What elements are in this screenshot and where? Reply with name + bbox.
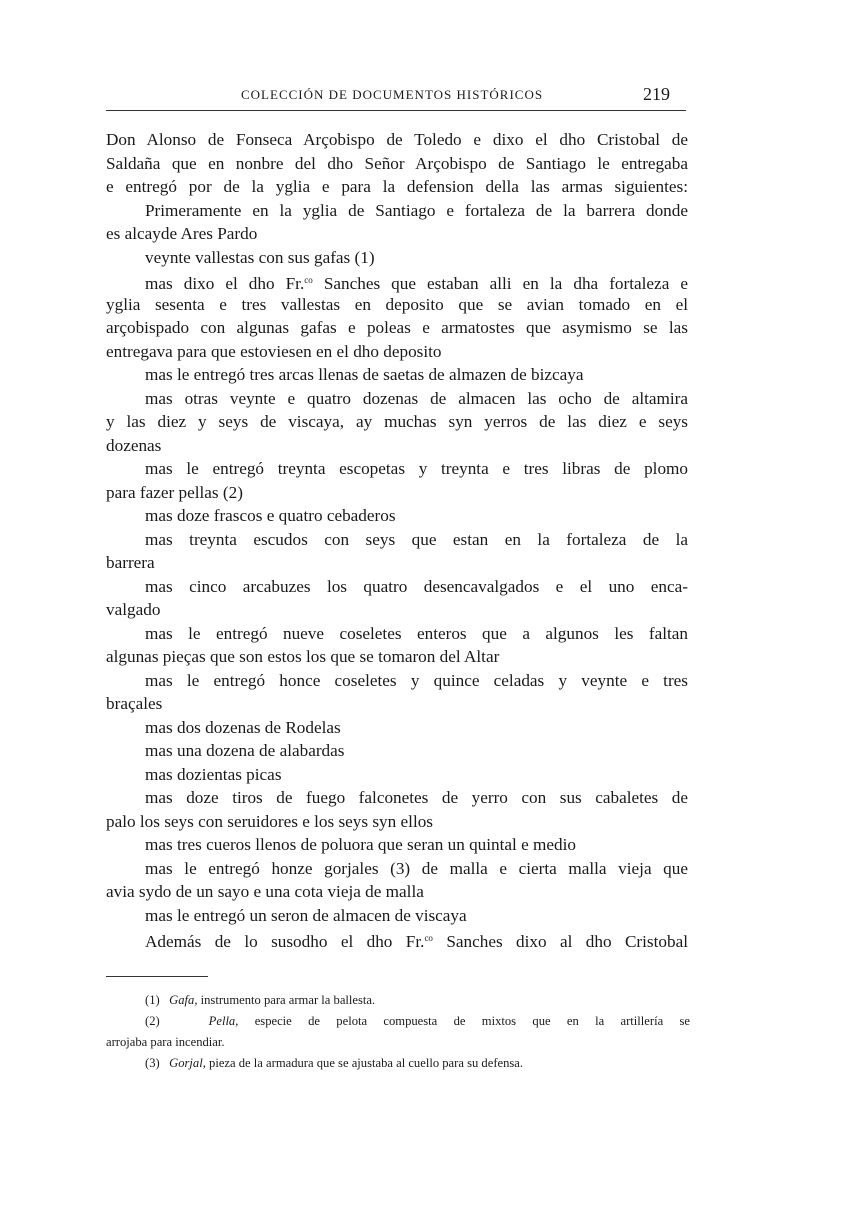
text-line: veynte vallestas con sus gafas (1)	[145, 247, 375, 267]
text-line: braçales	[106, 694, 163, 713]
footnote-marker: (1)	[145, 993, 160, 1007]
footnote-text: especie de pelota compuesta de mixtos que en la artillería se	[254, 1014, 690, 1028]
text-line: mas dos dozenas de Rodelas	[145, 717, 341, 737]
text-line: mas le entregó nueve coseletes enteros que a algunos les faltan	[145, 623, 688, 643]
text-line: barrera	[106, 553, 155, 572]
footnote-divider	[106, 976, 208, 977]
text-line: mas doze tiros de fuego falconetes de yerro con sus cabaletes de	[145, 788, 688, 807]
text-line: mas tres cueros llenos de poluora que seran un quintal e medio	[145, 835, 576, 854]
text-line: y las diez y seys de viscaya, ay muchas syn yerros de las diez e seys	[106, 412, 688, 431]
text-line: algunas pieças que son estos los que se tomaron del Altar	[106, 647, 500, 666]
text-line: mas le entregó honze gorjales (3) de malla e cierta malla vieja que	[145, 858, 688, 878]
text-line: Además de lo susodho el dho Fr.$^{co}$ Sanches dixo al dho Cristobal	[145, 932, 688, 951]
text-line: es alcayde Ares Pardo	[106, 224, 258, 243]
text-line: mas dixo el dho Fr.$^{co}$ Sanches que estaban alli en la dha fortaleza e	[145, 274, 688, 293]
text-line: mas otras veynte e quatro dozenas de almacen las ocho de altamira	[145, 388, 688, 408]
text-line: para fazer pellas (2)	[106, 482, 243, 502]
text-line: mas doze frascos e quatro cebaderos	[145, 506, 396, 525]
body-text	[106, 128, 688, 951]
footnote-2	[106, 1011, 690, 1032]
text-line: mas le entregó tres arcas llenas de saetas de almazen de bizcaya	[145, 365, 584, 384]
footnotes	[106, 990, 690, 1074]
footnote-marker: (3)	[145, 1056, 160, 1070]
text-line: mas una dozena de alabardas	[145, 741, 345, 760]
footnote-term: Gorjal,	[169, 1056, 206, 1070]
footnote-3	[106, 1053, 690, 1074]
text-line: mas cinco arcabuzes los quatro desencavalgados e el uno enca-	[145, 576, 688, 596]
text-line: arçobispado con algunas gafas e poleas e armatostes que asymismo se las	[106, 318, 688, 337]
footnote-2-continuation	[106, 1032, 690, 1053]
text-line: dozenas	[106, 435, 162, 455]
footnote-text: arrojaba para incendiar.	[106, 1035, 225, 1049]
text-line: e entregó por de la yglia e para la defension della las armas siguientes:	[106, 177, 688, 196]
text-line: yglia sesenta e tres vallestas en deposito que se avian tomado en el	[106, 294, 688, 314]
running-header	[106, 80, 686, 111]
text-line: avia sydo de un sayo e una cota vieja de malla	[106, 882, 424, 901]
text-line: Saldaña que en nonbre del dho Señor Arçobispo de Santiago le entregaba	[106, 153, 688, 173]
footnote-text: pieza de la armadura que se ajustaba al cuello para su defensa.	[209, 1056, 524, 1070]
footnote-text: instrumento para armar la ballesta.	[200, 993, 376, 1007]
text-line: mas le entregó treynta escopetas y treynta e tres libras de plomo	[145, 459, 688, 478]
footnote-term: Gafa,	[169, 993, 198, 1007]
footnote-term: Pella,	[208, 1014, 239, 1028]
running-title: COLECCIÓN DE DOCUMENTOS HISTÓRICOS	[241, 87, 544, 102]
text-line: mas le entregó honce coseletes y quince celadas y veynte e tres	[145, 670, 688, 690]
text-line: Primeramente en la yglia de Santiago e fortaleza de la barrera donde	[145, 200, 688, 220]
text-line: valgado	[106, 600, 161, 619]
footnote-1	[106, 990, 690, 1011]
text-line: mas treynta escudos con seys que estan en la fortaleza de la	[145, 529, 688, 549]
text-line: mas le entregó un seron de almacen de viscaya	[145, 905, 467, 925]
page-number: 219	[643, 84, 670, 104]
text-line: palo los seys con seruidores e los seys syn ellos	[106, 811, 433, 831]
text-line: Don Alonso de Fonseca Arçobispo de Toledo e dixo el dho Cristobal de	[106, 130, 688, 149]
footnote-marker: (2)	[145, 1014, 160, 1028]
text-line: mas dozientas picas	[145, 764, 282, 784]
text-line: entregava para que estoviesen en el dho deposito	[106, 341, 442, 361]
